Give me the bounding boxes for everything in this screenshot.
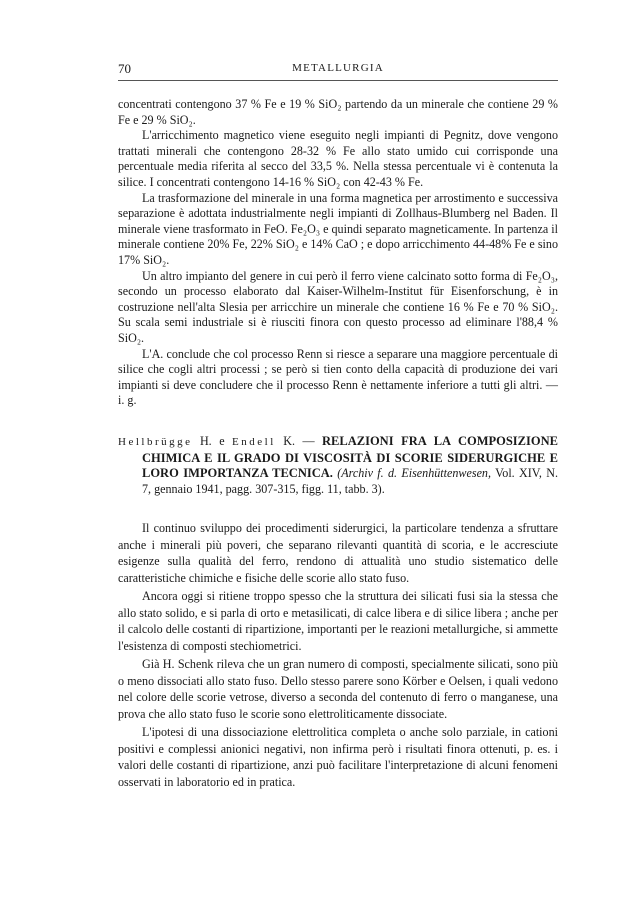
journal-name: (Archiv f. d. Eisenhüttenwesen, — [337, 466, 492, 481]
paragraph: concentrati contengono 37 % Fe e 19 % SiO₂ partendo da un minerale che contiene 29 % Fe e 29 % SiO₂. — [118, 97, 558, 127]
article-body — [118, 520, 558, 792]
author-surname: Hellbrügge — [118, 436, 193, 448]
citation: Vol. XIV, N. 7, gennaio 1941, pagg. 307-315, figg. 11, tabb. 3). — [142, 466, 558, 496]
running-title: METALLURGIA — [292, 62, 384, 74]
paragraph: L'arricchimento magnetico viene eseguito negli impianti di Pegnitz, dove vengono trattati minerali che contengono 28-32 % Fe allo stato umido cui corrisponde una percentuale media riferita al secco del 33,5 %. Nella stessa percentuale vi è contenuta la silice. I concentrati contengono 14-16 % SiO₂ con 42-43 % Fe. — [118, 128, 558, 189]
title-dash: — — [302, 434, 315, 448]
page-number: 70 — [118, 61, 131, 76]
page-header — [118, 61, 558, 83]
article-title: RELAZIONI FRA LA COMPOSIZIONE CHIMICA E IL GRADO DI VISCOSITÀ DI SCORIE SIDERURGICHE E LORO IMPORTANZA TECNICA. — [142, 434, 558, 481]
header-rule — [118, 80, 558, 81]
paragraph: La trasformazione del minerale in una forma magnetica per arrostimento e successiva separazione è adottata industrialmente negli impianti di Zollhaus-Blumberg nel Baden. Il minerale viene trasformato in FeO. Fe₂O₃ e quindi separato magneticamente. In partenza il minerale contiene 20% Fe, 22% SiO₂ e 14% CaO ; e dopo arricchimento 44-48% Fe e sino 17% SiO₂. — [118, 190, 558, 267]
paragraph: L'A. conclude che col processo Renn si riesce a separare una maggiore percentuale di silice che cogli altri processi ; se però si tien conto della capacità di produzione dei vari impianti si deve concludere che il processo Renn è nettamente inferiore a tutti gli altri. — i. g. — [118, 346, 558, 408]
author-surname: Endell — [232, 436, 276, 448]
author-initial: K. — [283, 434, 295, 448]
article-reference — [118, 434, 558, 497]
author-conjunction: e — [219, 434, 225, 448]
paragraph: Ancora oggi si ritiene troppo spesso che la struttura dei silicati fusi sia la stessa che allo stato solido, e si parla di orto e metasilicati, di calce libera e di silice libera ; anche per il calcolo delle costanti di ripartizione, importanti per le reazioni metallurgiche, si ammette l'esistenza di composti stechiometrici. — [118, 589, 558, 653]
author-initial: H. — [199, 434, 212, 448]
paragraph: Già H. Schenk rileva che un gran numero di composti, specialmente silicati, sono più o meno dissociati allo stato fuso. Dello stesso parere sono Körber e Oelsen, i quali vedono nel colore delle scorie vetrose, diverso a seconda del contenuto di ferro o manganese, una prova che allo stato fuso le scorie sono elettroliticamente dissociate. — [118, 657, 558, 721]
paragraph: Il continuo sviluppo dei procedimenti siderurgici, la particolare tendenza a sfruttare anche i minerali più poveri, che separano rilevanti quantità di scoria, e le accresciute esigenze sulla qualità del ferro, rendono di attualità uno studio sistematico delle caratteristiche chimiche e fisiche delle scorie allo stato fuso. — [118, 521, 558, 585]
section-continuation — [118, 97, 558, 409]
paragraph: Un altro impianto del genere in cui però il ferro viene calcinato sotto forma di Fe₂O₃, secondo un processo elaborato dal Kaiser-Wilhelm-Institut für Eisenforschung, è in costruzione nell'alta Slesia per arricchire un minerale che contiene 16 % Fe e 70 % SiO₂. Su scala semi industriale si è riusciti finora con questo processo ad eliminare l'88,4 % SiO₂. — [118, 268, 558, 345]
paragraph: L'ipotesi di una dissociazione elettrolitica completa o anche solo parziale, in cationi positivi e complessi anionici negativi, non infirma però i risultati finora ottenuti, p. es. i valori delle costanti di ripartizione, anzi può facilitare l'interpretazione di alcuni fenomeni osservati in laboratorio ed in pratica. — [118, 725, 558, 789]
